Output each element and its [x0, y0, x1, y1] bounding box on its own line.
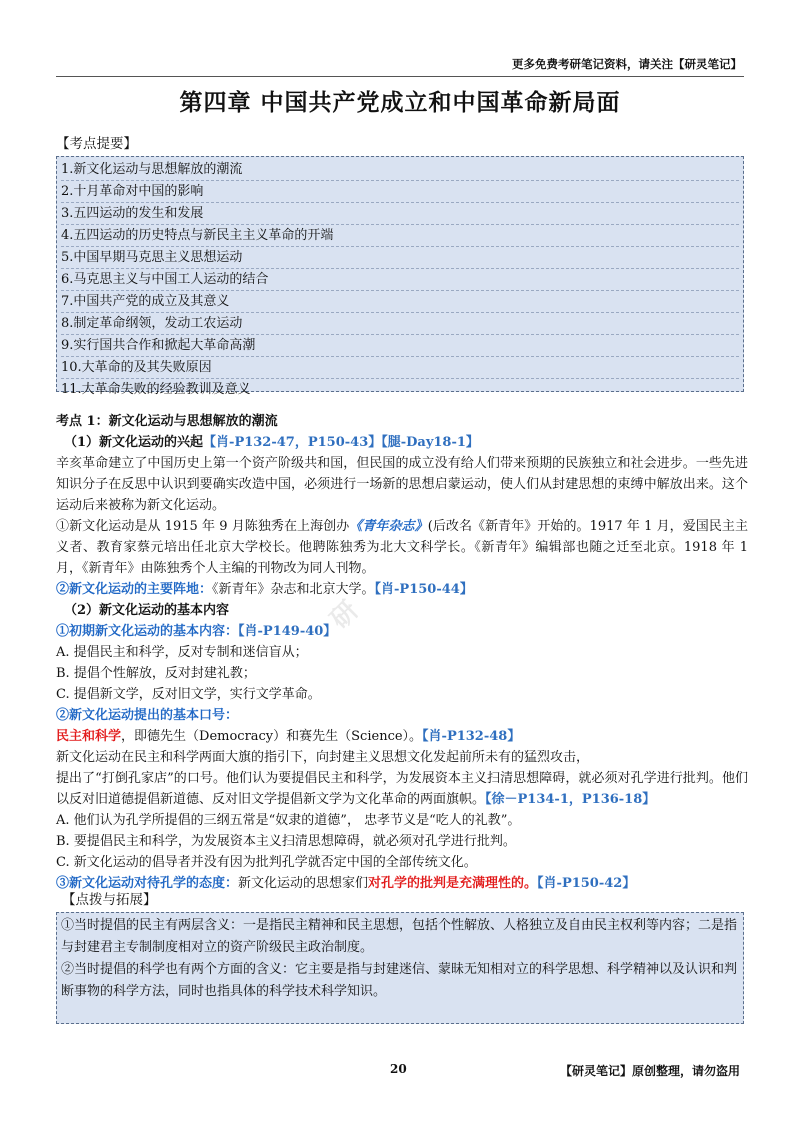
kaodian-item: 8.制定革命纲领，发动工农运动	[61, 313, 739, 335]
paragraph-text: (后改名《新青年》开始的。1917 年 1 月，爱国民主主义者、教育家蔡元培出任北京大学校长。他聘陈独秀为北大文科学长。《新青年》编辑部也随之迁至北京。1918 年 1 月，《新青年》由陈独秀个人主编的刊物改为同人刊物。	[56, 519, 748, 576]
kaodian-item: 3.五四运动的发生和发展	[61, 203, 739, 225]
kaodian-item: 9.实行国共合作和掀起大革命高潮	[61, 335, 739, 357]
kaodian-item: 10.大革命的及其失败原因	[61, 357, 739, 379]
paragraph	[56, 726, 748, 747]
paragraph-text: 提出了“打倒孔家店”的口号。他们认为要提倡民主和科学，为发展资本主义扫清思想障碍，就必须对孔学进行批判。他们以反对旧道德提倡新道德、反对旧文学提倡新文学为文化革命的两面旗帜。	[56, 771, 748, 807]
list-item: B. 提倡个性解放，反对封建礼教；	[56, 666, 256, 681]
page-number: 20	[390, 1062, 407, 1076]
tips-box	[56, 912, 744, 1024]
reference-tag: 【肖-P150-42】	[537, 876, 636, 891]
tip-paragraph: ①当时提倡的民主有两层含义：一是指民主精神和民主思想，包括个性解放、人格独立及自由民主权利等内容；二是指与封建君主专制制度相对立的资产阶级民主政治制度。	[61, 918, 738, 955]
paragraph	[56, 768, 748, 810]
section-title: 考点 1：新文化运动与思想解放的潮流	[56, 414, 278, 429]
chapter-title: 第四章 中国共产党成立和中国革命新局面	[179, 89, 621, 116]
list-item: A. 他们认为孔学所提倡的三纲五常是“奴隶的道德”， 忠孝节义是“吃人的礼教”。	[56, 813, 521, 828]
kaodian-item: 11.大革命失败的经验教训及意义	[61, 382, 251, 397]
section-content	[56, 411, 748, 894]
tip-paragraph: ②当时提倡的科学也有两个方面的含义：它主要是指与封建迷信、蒙昧无知相对立的科学思想、科学精神以及认识和判断事物的科学方法，同时也指具体的科学技术科学知识。	[61, 962, 738, 999]
paragraph: 新文化运动在民主和科学两面大旗的指引下，向封建主义思想文化发起前所未有的猛烈攻击，	[56, 750, 590, 765]
footer-note: 【研灵笔记】原创整理，请勿盗用	[559, 1064, 740, 1078]
header-note: 更多免费考研笔记资料，请关注【研灵笔记】	[512, 57, 742, 71]
watermark: 研	[324, 595, 365, 636]
highlight-heading: ②新文化运动提出的基本口号：	[56, 708, 239, 723]
reference-tag: 【肖-P150-44】	[374, 582, 473, 597]
kaodian-item: 2.十月革命对中国的影响	[61, 181, 739, 203]
paragraph-text: ，即德先生（Democracy）和赛先生（Science）。	[121, 729, 423, 744]
highlight-heading: ②新文化运动的主要阵地：	[56, 582, 213, 597]
tips-label: 【点拨与拓展】	[62, 892, 157, 908]
kaodian-item: 7.中国共产党的成立及其意义	[61, 291, 739, 313]
paragraph: 辛亥革命建立了中国历史上第一个资产阶级共和国，但民国的成立没有给人们带来预期的民族独立和社会进步。一些先进知识分子在反思中认识到要确实改造中国，必须进行一场新的思想启蒙运动，使人们从封建思想的束缚中解放出来。这个运动后来被称为新文化运动。	[56, 456, 748, 513]
red-highlight: 民主和科学	[56, 729, 122, 744]
paragraph-text: 《新青年》杂志和北京大学。	[212, 582, 375, 597]
kaodian-label: 【考点提要】	[56, 136, 137, 152]
paragraph	[56, 516, 748, 579]
kaodian-box	[56, 156, 744, 397]
reference-tag: 【徐－P134-1，P136-18】	[485, 792, 656, 807]
subsection-heading	[56, 432, 748, 453]
kaodian-item: 1.新文化运动与思想解放的潮流	[61, 159, 739, 181]
list-item: C. 新文化运动的倡导者并没有因为批判孔学就否定中国的全部传统文化。	[56, 855, 477, 870]
paragraph	[56, 579, 748, 600]
paragraph	[56, 621, 748, 642]
magazine-name: 《青年杂志》	[349, 519, 428, 534]
reference-tag: 【肖-P149-40】	[238, 624, 337, 639]
header-rule	[56, 76, 744, 77]
highlight-heading: ①初期新文化运动的基本内容：	[56, 624, 239, 639]
list-item: C. 提倡新文学，反对旧文学，实行文学革命。	[56, 687, 321, 702]
red-highlight: 对孔学的批判是充满理性的。	[368, 876, 538, 891]
reference-tag: 【肖-P132-48】	[422, 729, 521, 744]
list-item: B. 要提倡民主和科学，为发展资本主义扫清思想障碍，就必须对孔学进行批判。	[56, 834, 516, 849]
list-item: A. 提倡民主和科学，反对专制和迷信盲从；	[56, 645, 308, 660]
paragraph	[56, 873, 748, 894]
reference-tag: 【肖-P132-47，P150-43】【腿-Day18-1】	[203, 435, 479, 450]
subsection-title: （1）新文化运动的兴起	[64, 435, 204, 450]
kaodian-item: 5.中国早期马克思主义思想运动	[61, 247, 739, 269]
subsection-title: （2）新文化运动的基本内容	[64, 603, 230, 618]
paragraph-text: 新文化运动的思想家们	[238, 876, 369, 891]
paragraph-text: ①新文化运动是从 1915 年 9 月陈独秀在上海创办	[56, 519, 350, 534]
kaodian-item: 4.五四运动的历史特点与新民主主义革命的开端	[61, 225, 739, 247]
kaodian-item: 6.马克思主义与中国工人运动的结合	[61, 269, 739, 291]
highlight-heading: ③新文化运动对待孔学的态度：	[56, 876, 239, 891]
